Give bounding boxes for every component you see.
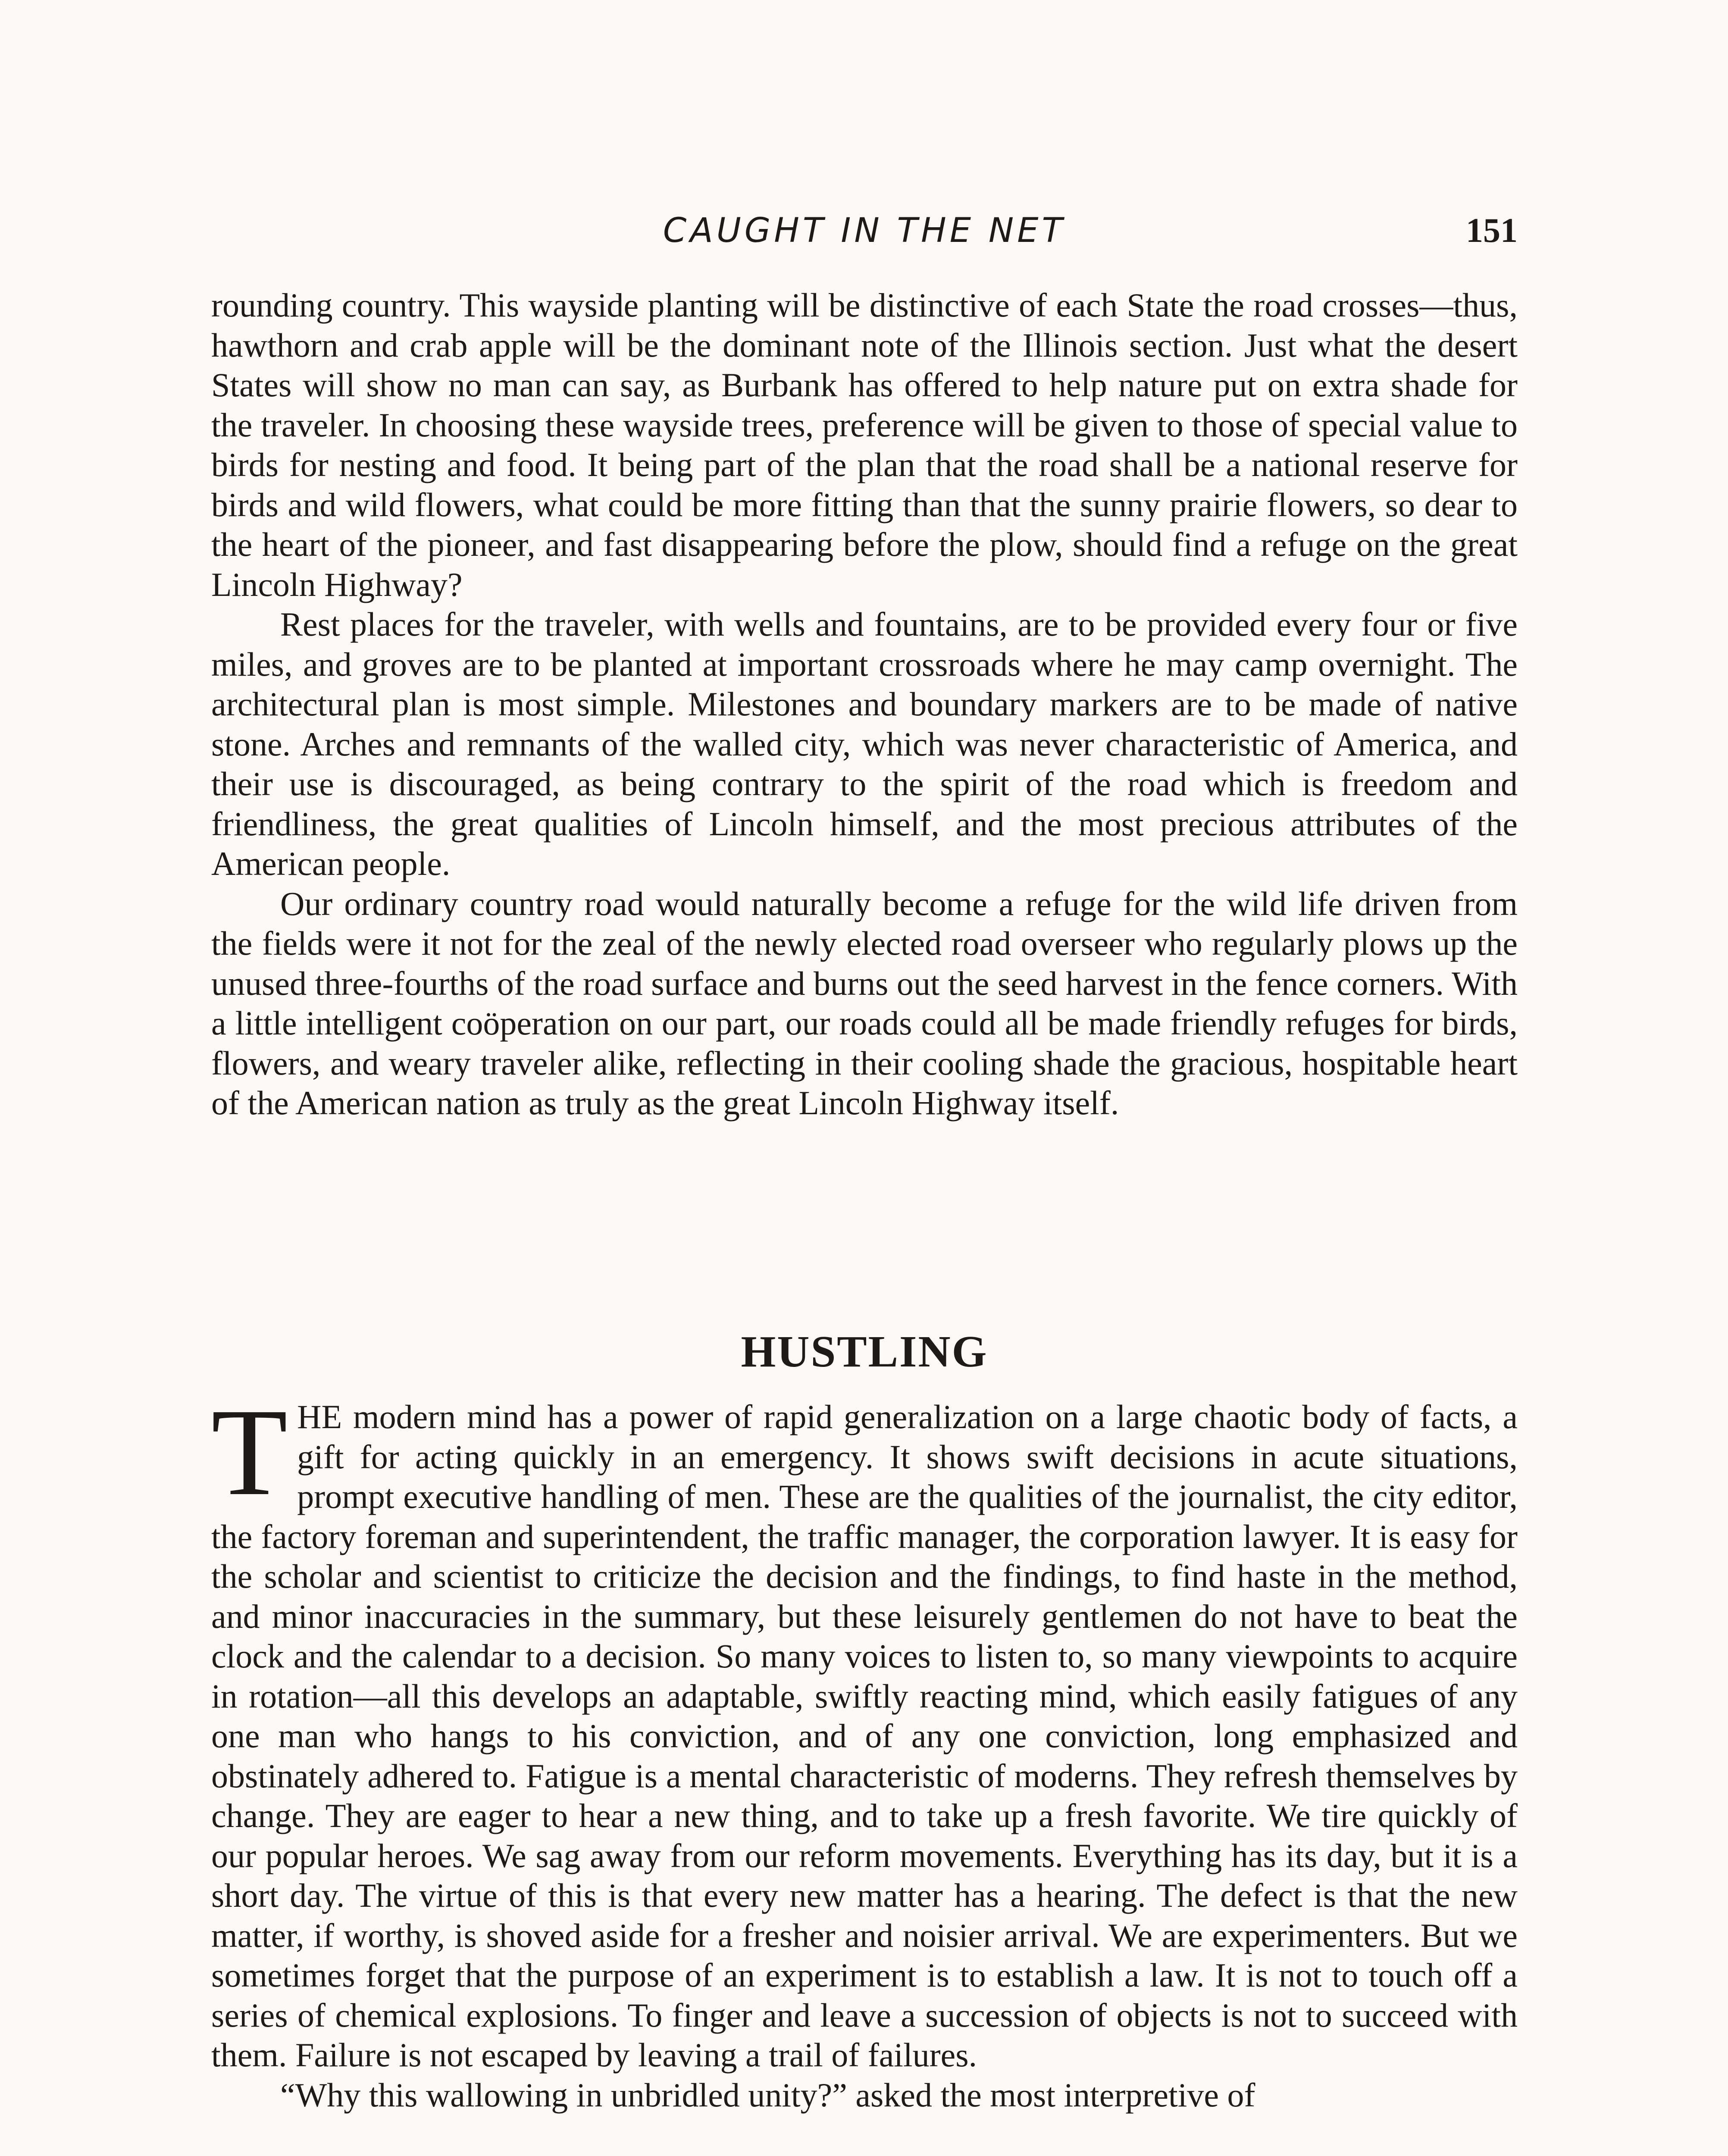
paragraph-country-road: Our ordinary country road would naturally become a refuge for the wild life driven from the fields were it not for the zeal of the newly elected road overseer who regularly plows up the unused three-fourths of the road surface and burns out the seed harvest in the fence corners. With a little intelligent coöperation on our part, our roads could all be made friendly refuges for birds, flowers, and weary traveler alike, reflecting in their cooling shade the gracious, hospitable heart of the American nation as truly as the great Lincoln Highway itself. (211, 884, 1518, 1122)
body-text-top (211, 285, 1518, 1123)
paragraph-wayside-planting: rounding country. This wayside planting will be distinctive of each State the road crosses—thus, hawthorn and crab apple will be the dominant note of the Illinois section. Just what the desert States will show no man can say, as Burbank has offered to help nature put on extra shade for the traveler. In choosing these wayside trees, preference will be given to those of special value to birds for nesting and food. It being part of the plan that the road shall be a national reserve for birds and wild flowers, what could be more fitting than that the sunny prairie flowers, so dear to the heart of the pioneer, and fast disappearing before the plow, should find a refuge on the great Lincoln Highway? (211, 286, 1518, 603)
paragraph-unbridled-unity: “Why this wallowing in unbridled unity?” asked the most interpretive of (280, 2076, 1255, 2114)
running-head (211, 207, 1518, 259)
body-text-hustling (211, 1383, 1518, 2115)
drop-cap: T (211, 1383, 288, 1521)
paragraph-rest-places: Rest places for the traveler, with wells and fountains, are to be provided every four or five miles, and groves are to be planted at important crossroads where he may camp overnight. The architectural plan is most simple. Milestones and boundary markers are to be made of native stone. Arches and remnants of the walled city, which was never characteristic of America, and their use is discouraged, as being contrary to the spirit of the road which is freedom and friendliness, the great qualities of Lincoln himself, and the most precious attributes of the American people. (211, 605, 1518, 882)
running-title: CAUGHT IN THE NET (663, 211, 1066, 250)
section-heading: HUSTLING (741, 1327, 988, 1376)
paragraph-modern-mind-text: HE modern mind has a power of rapid generalization on a large chaotic body of facts, a gift for acting quickly in an emergency. It shows swift decisions in acute situations, prompt executive handling of men. These are the qualities of the journalist, the city editor, the factory foreman and superintendent, the traffic manager, the corporation lawyer. It is easy for the scholar and scientist to criticize the decision and the findings, to find haste in the method, and minor inaccuracies in the summary, but these leisurely gentlemen do not have to beat the clock and the calendar to a decision. So many voices to listen to, so many viewpoints to acquire in rotation—all this develops an adaptable, swiftly reacting mind, which easily fatigues of any one man who hangs to his conviction, and of any one conviction, long emphasized and obstinately adhered to. Fatigue is a mental characteristic of moderns. They refresh themselves by change. They are eager to hear a new thing, and to take up a fresh favorite. We tire quickly of our popular heroes. We sag away from our reform movements. Everything has its day, but it is a short day. The virtue of this is that every new matter has a hearing. The defect is that the new matter, if worthy, is shoved aside for a fresher and noisier arrival. We are experimenters. But we sometimes forget that the purpose of an experiment is to establish a law. It is not to touch off a series of chemical explosions. To finger and leave a succession of objects is not to succeed with them. Failure is not escaped by leaving a trail of failures. (211, 1398, 1518, 2074)
page-number: 151 (1466, 212, 1518, 250)
paragraph-modern-mind (211, 1383, 1518, 2075)
